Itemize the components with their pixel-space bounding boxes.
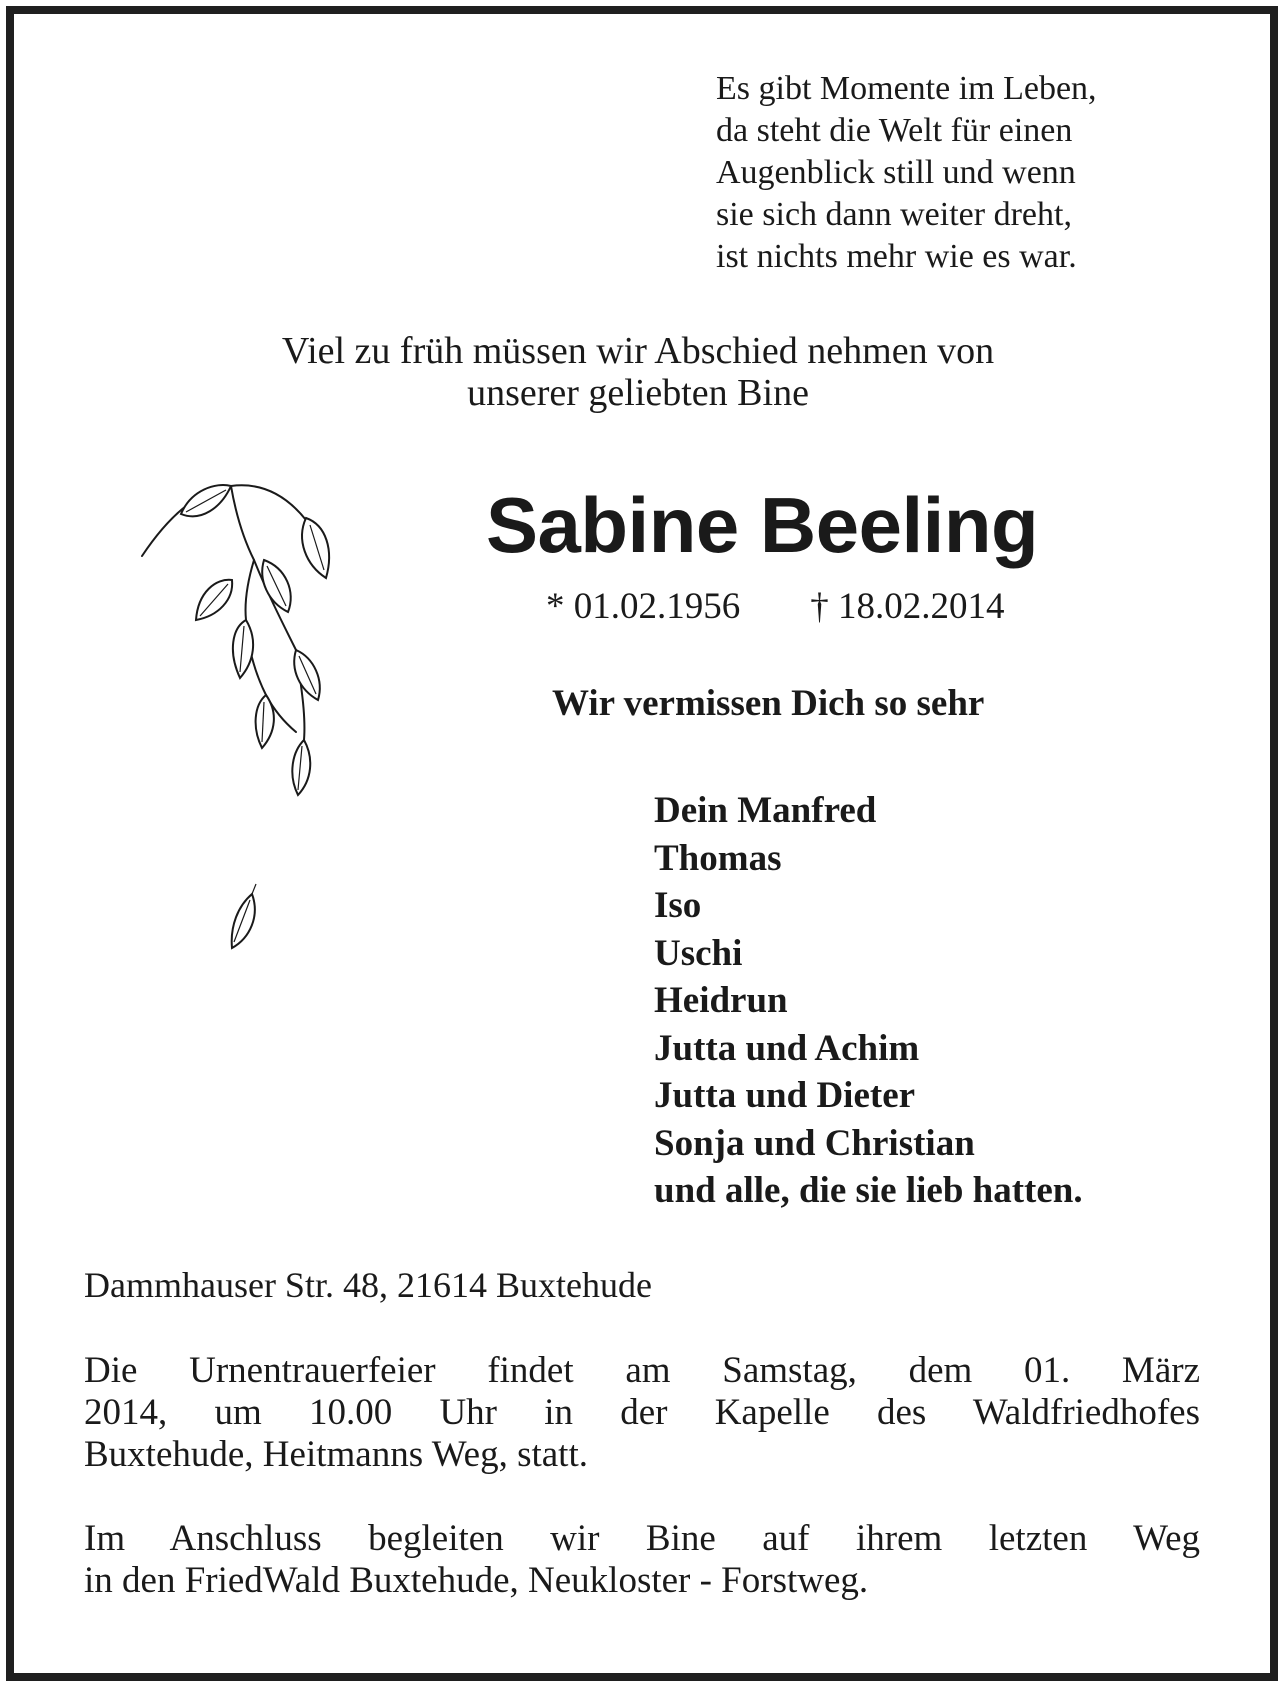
mourner: Uschi — [654, 932, 743, 974]
ceremony-line: 2014, um 10.00 Uhr in der Kapelle des Waldfriedhofes — [84, 1392, 1200, 1433]
deceased-name: Sabine Beeling — [486, 481, 1039, 569]
mourner: Heidrun — [654, 980, 788, 1021]
intro-line: Viel zu früh müssen wir Abschied nehmen von — [281, 330, 995, 372]
burial-line: in den FriedWald Buxtehude, Neukloster - Forstweg. — [84, 1560, 869, 1601]
poem-line: sie sich dann weiter dreht, — [716, 196, 1072, 233]
mourner: Jutta und Achim — [654, 1027, 920, 1069]
poem-line: Es gibt Momente im Leben, — [716, 70, 1097, 107]
death-date: † 18.02.2014 — [810, 586, 1005, 627]
birch-branch-icon — [136, 470, 366, 970]
mourner: Jutta und Dieter — [654, 1075, 916, 1116]
birth-date: * 01.02.1956 — [546, 586, 741, 627]
poem-line: ist nichts mehr wie es war. — [716, 238, 1077, 275]
mourners-list — [654, 787, 1083, 1215]
poem-line: da steht die Welt für einen — [716, 112, 1073, 149]
mourner: Thomas — [654, 837, 782, 879]
farewell-message: Wir vermissen Dich so sehr — [552, 683, 985, 724]
burial-notice — [84, 1518, 1200, 1602]
poem — [716, 68, 1216, 278]
poem-line: Augenblick still und wenn — [716, 154, 1076, 191]
ceremony-line: Die Urnentrauerfeier findet am Samstag, dem 01. März — [84, 1350, 1200, 1391]
ceremony-notice — [84, 1350, 1200, 1476]
family-address: Dammhauser Str. 48, 21614 Buxtehude — [84, 1265, 652, 1305]
mourner: Dein Manfred — [654, 790, 877, 831]
intro-text — [0, 330, 1280, 414]
ceremony-line: Buxtehude, Heitmanns Weg, statt. — [84, 1434, 588, 1475]
intro-line: unserer geliebten Bine — [467, 372, 809, 414]
burial-line: Im Anschluss begleiten wir Bine auf ihrem letzten Weg — [84, 1518, 1200, 1559]
mourner: Iso — [654, 885, 702, 926]
mourner: und alle, die sie lieb hatten. — [654, 1170, 1083, 1211]
mourner: Sonja und Christian — [654, 1122, 975, 1164]
life-dates — [546, 585, 1005, 629]
